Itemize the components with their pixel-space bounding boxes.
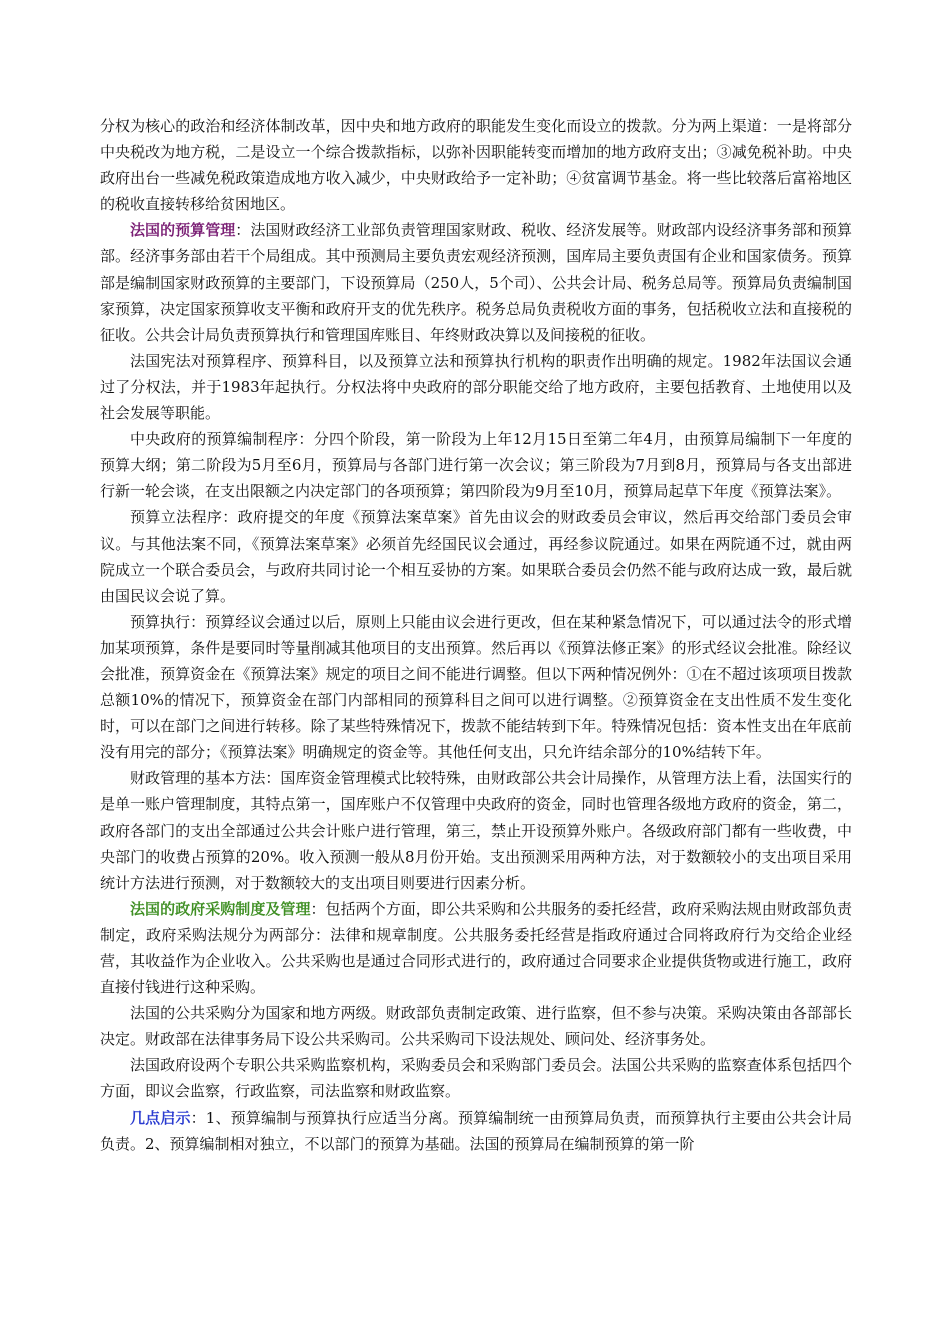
paragraph-text: 法国政府设两个专职公共采购监察机构，采购委员会和采购部门委员会。法国公共采购的监察查体系包括四个方面，即议会监察，行政监察，司法监察和财政监察。 [100,1056,852,1101]
paragraph-budget-execution [100,609,852,766]
paragraph-text: 预算执行：预算经议会通过以后，原则上只能由议会进行更改，但在某种紧急情况下，可以通过法令的形式增加某项预算，条件是要同时等量削减其他项目的支出预算。然后再以《预算法修正案》的形式经议会批准。除经议会批准，预算资金在《预算法案》规定的项目之间不能进行调整。但以下两种情况例外：①在不超过该项项目拨款总额10%的情况下，预算资金在部门内部相同的预算科目之间可以进行调整。②预算资金在支出性质不发生变化时，可以在部门之间进行转移。除了某些特殊情况下，拨款不能结转到下年。特殊情况包括：资本性支出在年底前没有用完的部分；《预算法案》明确规定的资金等。其他任何支出，只允许结余部分的10%结转下年。 [100,612,852,762]
paragraph-intergovernmental-transfers [100,113,852,217]
paragraph-procurement-supervision [100,1052,852,1104]
paragraph-text: 预算立法程序：政府提交的年度《预算法案草案》首先由议会的财政委员会审议，然后再交给部门委员会审议。与其他法案不同，《预算法案草案》必须首先经国民议会通过，再经参议院通过。如果在两院通不过，就由两院成立一个联合委员会，与政府共同讨论一个相互妥协的方案。如果联合委员会仍然不能与政府达成一致，最后就由国民议会说了算。 [100,508,852,605]
paragraph-text: ：包括两个方面，即公共采购和公共服务的委托经营，政府采购法规由财政部负责制定，政府采购法规分为两部分：法律和规章制度。公共服务委托经营是指政府通过合同将政府行为交给企业经营，其收益作为企业收入。公共采购也是通过合同形式进行的，政府通过合同要求企业提供货物或进行施工，政府直接付钱进行这种采购。 [100,899,852,997]
paragraph-text: 分权为核心的政治和经济体制改革，因中央和地方政府的职能发生变化而设立的拨款。分为两上渠道：一是将部分中央税改为地方税，二是设立一个综合拨款指标，以弥补因职能转变而增加的地方政府支出；③减免税补助。中央政府出台一些减免税政策造成地方收入减少，中央财政给予一定补助；④贫富调节基金。将一些比较落后富裕地区的税收直接转移给贫困地区。 [100,117,852,214]
paragraph-text: 财政管理的基本方法：国库资金管理模式比较特殊，由财政部公共会计局操作，从管理方法上看，法国实行的是单一账户管理制度，其特点第一，国库账户不仅管理中央政府的资金，同时也管理各级地方政府的资金，第二，政府各部门的支出全部通过公共会计账户进行管理，第三，禁止开设预算外账户。各级政府部门都有一些收费，中央部门的收费占预算的20%。收入预测一般从8月份开始。支出预测采用两种方法，对于数额较小的支出项目采用统计方法进行预测，对于数额较大的支出项目则要进行因素分析。 [100,769,852,892]
paragraph-procurement-levels [100,1000,852,1052]
paragraph-budget-preparation [100,426,852,504]
paragraph-constitution [100,348,852,426]
paragraph-financial-management [100,765,852,895]
paragraph-budget-legislation [100,504,852,608]
paragraph-insights [100,1105,852,1157]
paragraph-government-procurement [100,896,852,1000]
paragraph-text: 法国宪法对预算程序、预算科目，以及预算立法和预算执行机构的职责作出明确的规定。1982年法国议会通过了分权法，并于1983年起执行。分权法将中央政府的部分职能交给了地方政府，主要包括教育、土地使用以及社会发展等职能。 [100,351,852,423]
paragraph-text: ：法国财政经济工业部负责管理国家财政、税收、经济发展等。财政部内设经济事务部和预算部。经济事务部由若干个局组成。其中预测局主要负责宏观经济预测，国库局主要负责国有企业和国家债务。预算部是编制国家财政预算的主要部门，下设预算局（250人，5个司）、公共会计局、税务总局等。预算局负责编制国家预算，决定国家预算收支平衡和政府开支的优先秩序。税务总局负责税收方面的事务，包括税收立法和直接税的征收。公共会计局负责预算执行和管理国库账目、年终财政决算以及间接税的征收。 [100,221,852,344]
section-heading-insights: 几点启示 [130,1108,191,1127]
paragraph-text: 法国的公共采购分为国家和地方两级。财政部负责制定政策、进行监察，但不参与决策。采购决策由各部部长决定。财政部在法律事务局下设公共采购司。公共采购司下设法规处、顾问处、经济事务处。 [100,1004,852,1049]
section-heading-government-procurement: 法国的政府采购制度及管理 [130,899,311,918]
document-page [100,113,852,1157]
paragraph-text: ：1、预算编制与预算执行应适当分离。预算编制统一由预算局负责，而预算执行主要由公共会计局负责。2、预算编制相对独立，不以部门的预算为基础。法国的预算局在编制预算的第一阶 [100,1108,852,1153]
section-heading-budget-management: 法国的预算管理 [130,221,236,240]
paragraph-text: 中央政府的预算编制程序：分四个阶段，第一阶段为上年12月15日至第二年4月，由预算局编制下一年度的预算大纲；第二阶段为5月至6月，预算局与各部门进行第一次会议；第三阶段为7月到8月，预算局与各支出部进行新一轮会谈，在支出限额之内决定部门的各项预算；第四阶段为9月至10月，预算局起草下年度《预算法案》。 [100,430,852,501]
paragraph-budget-management [100,217,852,347]
